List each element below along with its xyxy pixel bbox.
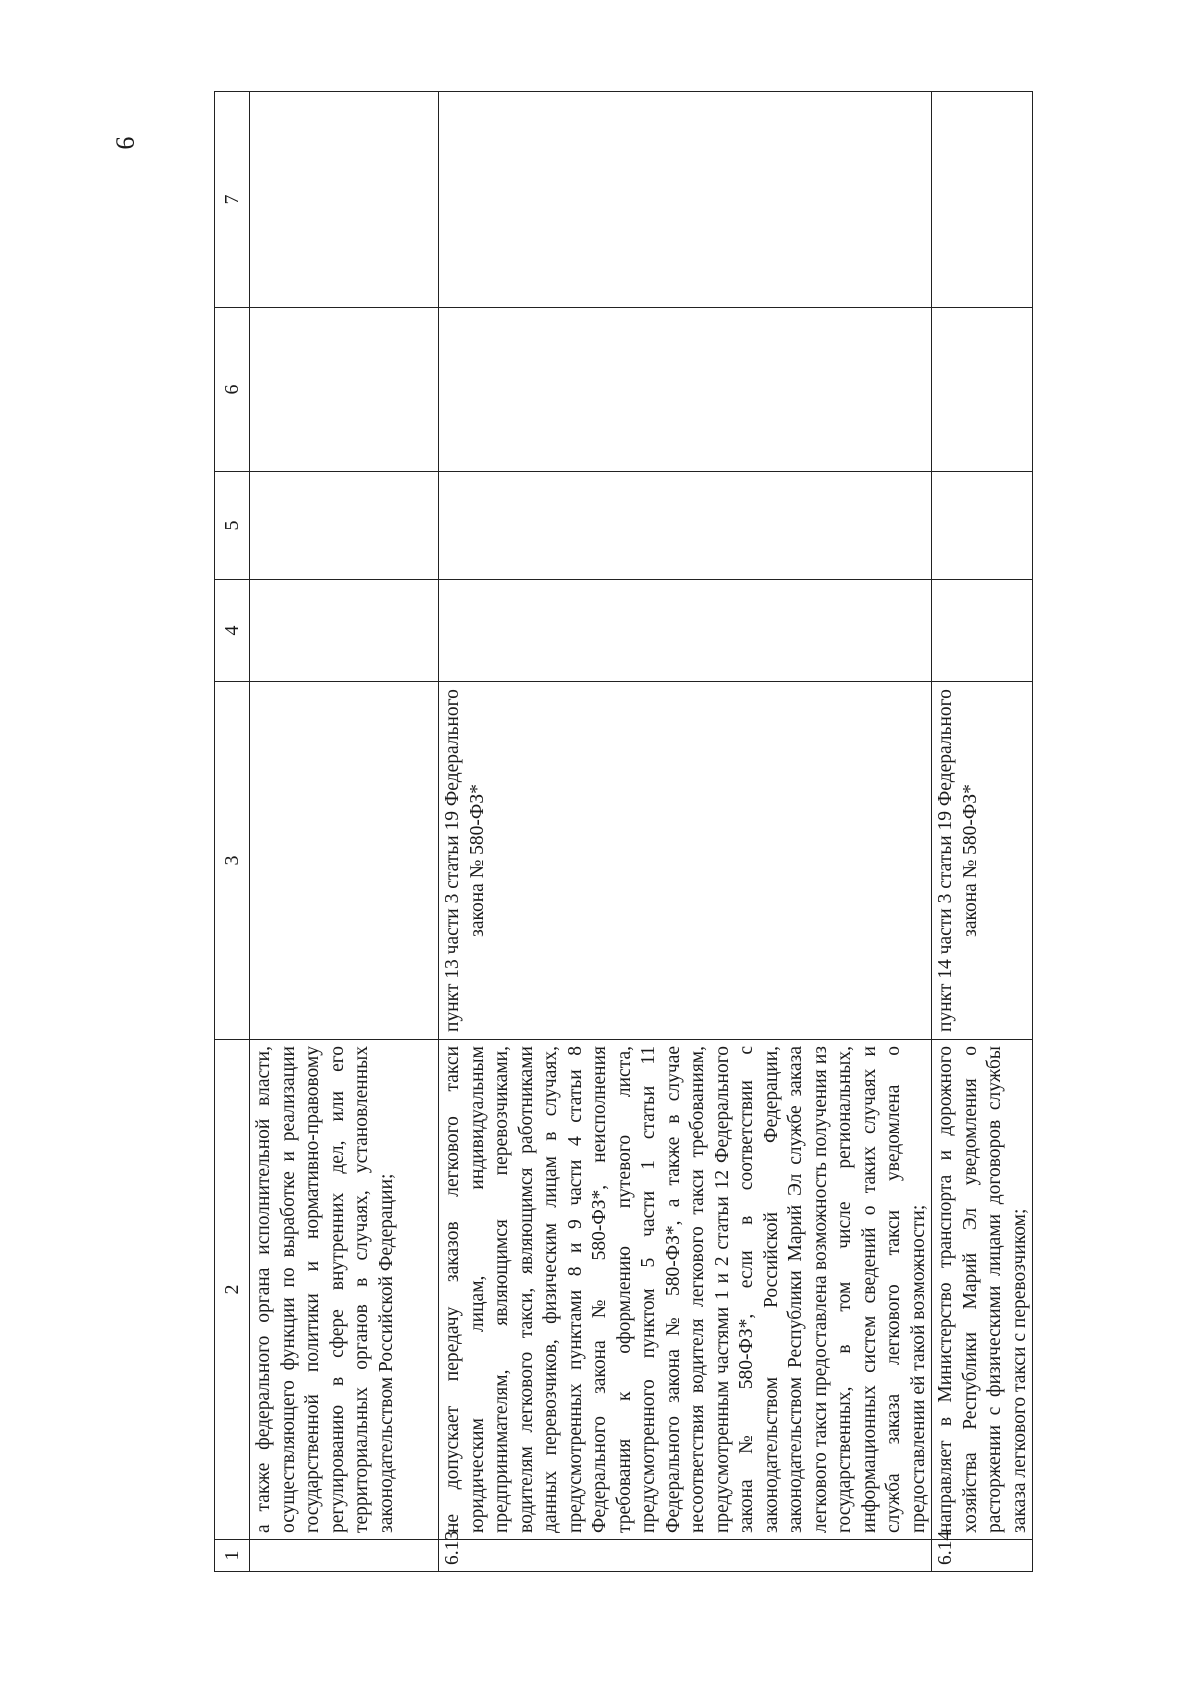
- header-col-1: 1: [215, 1540, 250, 1572]
- requirement-text: а также федерального органа исполнительной власти, осуществляющего функции по выработке и реализации государственной политики и нормативно-правовому регулированию в сфере внутренних дел, или его территориальных органов в случаях, установленных законодательством Российской Федерации;: [250, 1040, 439, 1540]
- legal-basis: пункт 13 части 3 статьи 19 Федерального закона № 580-ФЗ*: [439, 682, 932, 1040]
- header-col-5: 5: [215, 472, 250, 580]
- cell-col-4: [932, 580, 1033, 682]
- requirement-text: направляет в Министерство транспорта и дорожного хозяйства Республики Марий Эл уведомления о расторжении с физическими лицами договоров службы заказа легкового такси с перевозчиком;: [932, 1040, 1033, 1540]
- header-col-2: 2: [215, 1040, 250, 1540]
- cell-col-6: [250, 308, 439, 472]
- requirement-text: не допускает передачу заказов легкового такси юридическим лицам, индивидуальным предпринимателям, являющимся перевозчиками, водителям легкового такси, являющимся работниками данных перевозчиков, физическим лицам в случаях, предусмотренных пунктами 8 и 9 части 4 статьи 8 Федерального закона № 580-ФЗ*, неисполнения требования к оформлению путевого листа, предусмотренного пунктом 5 части 1 статьи 11 Федерального закона № 580-ФЗ*, а также в случае несоответствия водителя легкового такси требованиям, предусмотренным частями 1 и 2 статьи 12 Федерального закона № 580-ФЗ*, если в соответствии с законодательством Российской Федерации, законодательством Республики Марий Эл службе заказа легкового такси предоставлена возможность получения из государственных, в том числе региональных, информационных систем сведений о таких случаях и служба заказа легкового такси уведомлена о предоставлении ей такой возможности;: [439, 1040, 932, 1540]
- row-number: [250, 1540, 439, 1572]
- cell-col-5: [250, 472, 439, 580]
- page-number: 9: [110, 136, 140, 150]
- row-number: 6.14: [932, 1540, 1033, 1572]
- table-row: [250, 92, 439, 1572]
- cell-col-4: [250, 580, 439, 682]
- table-row: [439, 92, 932, 1572]
- cell-col-5: [439, 472, 932, 580]
- cell-col-5: [932, 472, 1033, 580]
- header-col-3: 3: [215, 682, 250, 1040]
- legal-basis: пункт 14 части 3 статьи 19 Федерального закона № 580-ФЗ*: [932, 682, 1033, 1040]
- row-number: 6.13: [439, 1540, 932, 1572]
- cell-col-6: [932, 308, 1033, 472]
- table-row: [932, 92, 1033, 1572]
- checklist-table: [214, 91, 1033, 1572]
- header-row: [215, 92, 250, 1572]
- legal-basis: [250, 682, 439, 1040]
- header-col-6: 6: [215, 308, 250, 472]
- rotated-table-container: [214, 92, 1030, 1572]
- header-col-7: 7: [215, 92, 250, 308]
- header-col-4: 4: [215, 580, 250, 682]
- cell-col-7: [932, 92, 1033, 308]
- cell-col-7: [439, 92, 932, 308]
- cell-col-7: [250, 92, 439, 308]
- cell-col-4: [439, 580, 932, 682]
- cell-col-6: [439, 308, 932, 472]
